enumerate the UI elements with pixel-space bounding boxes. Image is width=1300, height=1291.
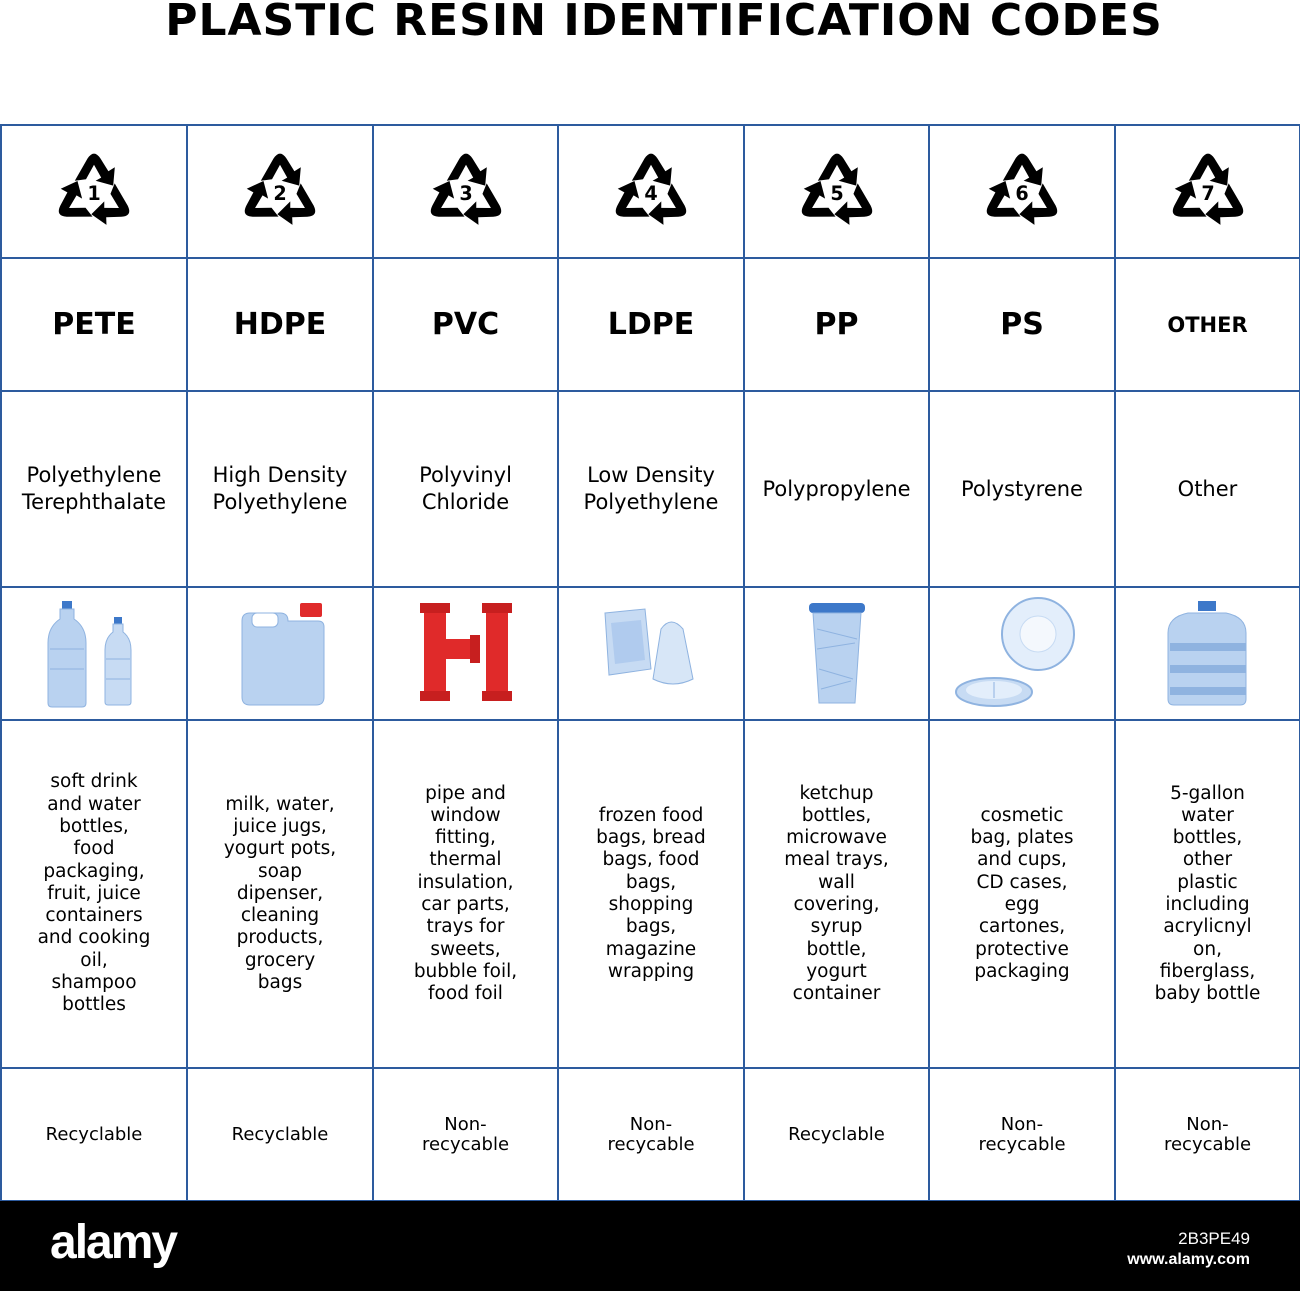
abbr-cell: HDPE: [187, 258, 373, 391]
product-image-row: [1, 587, 1300, 720]
resin-codes-table: [0, 124, 1300, 1202]
image-cell: [558, 587, 744, 720]
status-line: Recyclable: [231, 1123, 329, 1145]
recycle-cell-2: [187, 125, 373, 258]
name-line: Polystyrene: [961, 476, 1083, 501]
page-title: PLASTIC RESIN IDENTIFICATION CODES: [165, 0, 1163, 46]
full-name-cell: [1115, 391, 1300, 587]
abbr-cell: PETE: [1, 258, 187, 391]
recycle-cell-3: [373, 125, 558, 258]
name-line: High Density: [212, 463, 348, 487]
recycle-cell-4: [558, 125, 744, 258]
image-cell: [744, 587, 929, 720]
name-line: Chloride: [421, 490, 510, 514]
recycle-arrow: [1003, 153, 1043, 185]
recycle-symbol-icon: [426, 152, 506, 232]
watermark-bar: [0, 1201, 1300, 1291]
recycle-arrow: [632, 153, 672, 185]
plastic-bags-icon: [591, 599, 711, 709]
svg-text:6: 6: [1015, 181, 1029, 205]
recyclability-row: [1, 1068, 1300, 1201]
svg-text:2: 2: [273, 181, 287, 205]
status-line: Non-: [1000, 1114, 1044, 1135]
status-line: Recyclable: [788, 1123, 885, 1145]
status-cell: [373, 1068, 558, 1201]
status-line: Non-: [1186, 1114, 1229, 1135]
recycle-symbol-icon: [240, 152, 320, 232]
recycle-arrow: [446, 153, 486, 185]
water-jug-icon: [1148, 599, 1268, 709]
name-line: Polyethylene: [583, 490, 719, 514]
full-name-row: [1, 391, 1300, 587]
recycle-arrow: [817, 153, 857, 185]
recycle-cell-5: [744, 125, 929, 258]
name-line: Polyethylene: [26, 463, 162, 487]
image-cell: [187, 587, 373, 720]
uses-cell: [187, 720, 373, 1068]
water-bottles-icon: [34, 599, 154, 709]
status-line: Non-: [629, 1114, 673, 1135]
jerrycan-icon: [220, 599, 340, 709]
recycle-symbol-icon: [54, 152, 134, 232]
full-name-cell: [744, 391, 929, 587]
svg-text:1: 1: [87, 181, 101, 205]
uses-text: 5-gallon water bottles, other plastic including acrylicnyl on, fiberglass, baby bottle: [1154, 782, 1261, 1005]
uses-cell: [929, 720, 1115, 1068]
image-id: 2B3PE49: [1178, 1229, 1250, 1248]
status-line: Non-: [444, 1114, 487, 1135]
name-line: Terephthalate: [21, 490, 167, 514]
alamy-logo: alamy: [50, 1216, 177, 1269]
status-line: recycable: [607, 1133, 695, 1155]
image-cell: [373, 587, 558, 720]
abbreviation-row: [1, 258, 1300, 391]
svg-text:5: 5: [829, 181, 844, 205]
name-line: Polypropylene: [762, 476, 911, 501]
abbr-cell: LDPE: [558, 258, 744, 391]
status-cell: [1115, 1068, 1300, 1201]
status-line: recycable: [1163, 1133, 1252, 1155]
status-cell: [558, 1068, 744, 1201]
recycle-symbol-icon: [611, 152, 691, 232]
svg-text:3: 3: [458, 181, 473, 205]
status-line: Recyclable: [45, 1123, 143, 1145]
status-cell: [744, 1068, 929, 1201]
recycle-symbol-row: [1, 125, 1300, 258]
pipes-icon: [406, 599, 526, 709]
full-name-cell: [373, 391, 558, 587]
status-line: recycable: [978, 1133, 1066, 1155]
uses-cell: [1, 720, 187, 1068]
recycle-arrow: [261, 153, 301, 185]
recycle-arrow: [75, 153, 115, 185]
uses-text: pipe and window fitting, thermal insulation, car parts, trays for sweets, bubble foil, food foil: [413, 782, 518, 1005]
status-cell: [187, 1068, 373, 1201]
image-cell: [1115, 587, 1300, 720]
recycle-symbol-icon: [982, 152, 1062, 232]
uses-text: cosmetic bag, plates and cups, CD cases, egg cartones, protective packaging: [970, 804, 1074, 982]
name-line: Polyethylene: [212, 490, 348, 514]
uses-text: frozen food bags, bread bags, food bags, shopping bags, magazine wrapping: [596, 804, 706, 982]
uses-row: [1, 720, 1300, 1068]
uses-text: ketchup bottles, microwave meal trays, wall covering, syrup bottle, yogurt container: [784, 782, 889, 1005]
full-name-cell: [558, 391, 744, 587]
full-name-cell: [187, 391, 373, 587]
recycle-arrow: [1188, 153, 1228, 185]
status-line: recycable: [421, 1133, 510, 1155]
full-name-cell: [1, 391, 187, 587]
recycle-cell-7: [1115, 125, 1300, 258]
source-url: www.alamy.com: [1127, 1251, 1250, 1268]
image-cell: [1, 587, 187, 720]
abbr-cell: PVC: [373, 258, 558, 391]
svg-text:7: 7: [1200, 181, 1215, 205]
uses-cell: [1115, 720, 1300, 1068]
uses-cell: [373, 720, 558, 1068]
name-line: Low Density: [587, 463, 715, 487]
recycle-cell-6: [929, 125, 1115, 258]
uses-text: soft drink and water bottles, food packaging, fruit, juice containers and cooking oil, shampoo bottles: [37, 771, 151, 1016]
svg-text:4: 4: [644, 181, 658, 205]
uses-cell: [744, 720, 929, 1068]
abbr-cell: PP: [744, 258, 929, 391]
recycle-cell-1: [1, 125, 187, 258]
recycle-symbol-icon: [1168, 152, 1248, 232]
image-cell: [929, 587, 1115, 720]
status-cell: [929, 1068, 1115, 1201]
recycle-symbol-icon: [797, 152, 877, 232]
uses-text: milk, water, juice jugs, yogurt pots, soap dipenser, cleaning products, grocery bags: [223, 793, 337, 994]
full-name-cell: [929, 391, 1115, 587]
abbr-cell: OTHER: [1115, 258, 1300, 391]
cup-icon: [777, 599, 897, 709]
uses-cell: [558, 720, 744, 1068]
name-line: Other: [1177, 476, 1238, 501]
status-cell: [1, 1068, 187, 1201]
abbr-cell: PS: [929, 258, 1115, 391]
name-line: Polyvinyl: [419, 463, 512, 487]
plates-icon: [952, 596, 1092, 712]
